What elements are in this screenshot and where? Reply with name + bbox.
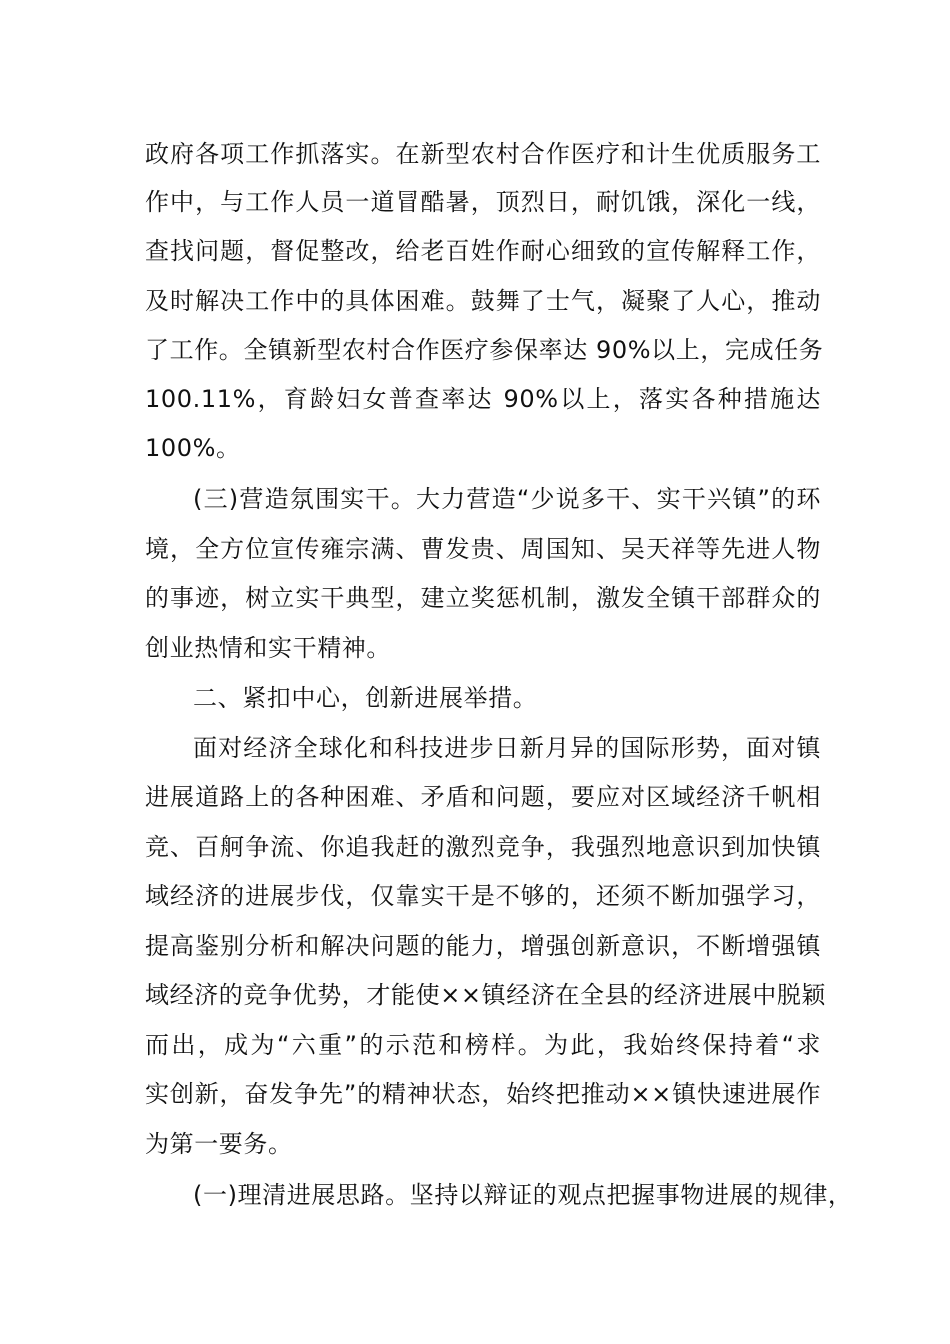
text-line: 及时解决工作中的具体困难。鼓舞了士气，凝聚了人心，推动 [145,287,821,315]
text-line: 提高鉴别分析和解决问题的能力，增强创新意识，不断增强镇 [145,932,821,960]
text-line: 境，全方位宣传雍宗满、曹发贵、周国知、吴天祥等先进人物 [145,535,821,563]
text-line: 创业热情和实干精神。 [145,634,391,662]
text-line: 进展道路上的各种困难、矛盾和问题，要应对区域经济千帆相 [145,783,821,811]
text-line: 了工作。全镇新型农村合作医疗参保率达 90%以上，完成任务 [145,336,824,364]
paragraph-start-line: (三)营造氛围实干。大力营造“少说多干、实干兴镇”的环 [193,485,821,513]
text-line: 查找问题，督促整改，给老百姓作耐心细致的宣传解释工作， [145,237,821,265]
text-line: 100%。 [145,434,241,462]
text-line: 的事迹，树立实干典型，建立奖惩机制，激发全镇干部群众的 [145,584,821,612]
paragraph-start-line: 面对经济全球化和科技进步日新月异的国际形势，面对镇 [193,734,821,762]
text-line: 而出，成为“六重”的示范和榜样。为此，我始终保持着“求 [145,1031,821,1059]
paragraph-start-line: (一)理清进展思路。坚持以辩证的观点把握事物进展的规律， [193,1181,853,1209]
text-line: 竞、百舸争流、你追我赶的激烈竞争，我强烈地意识到加快镇 [145,833,821,861]
text-line: 为第一要务。 [145,1130,293,1158]
text-line: 域经济的进展步伐，仅靠实干是不够的，还须不断加强学习， [145,882,821,910]
text-line: 域经济的竞争优势，才能使××镇经济在全县的经济进展中脱颖 [145,981,827,1009]
text-line: 作中，与工作人员一道冒酷暑，顶烈日，耐饥饿，深化一线， [145,188,821,216]
text-line: 实创新，奋发争先”的精神状态，始终把推动××镇快速进展作 [145,1080,821,1108]
text-line: 100.11%，育龄妇女普查率达 90%以上，落实各种措施达 [145,385,821,413]
section-heading: 二、紧扣中心，创新进展举措。 [193,684,538,712]
text-line: 政府各项工作抓落实。在新型农村合作医疗和计生优质服务工 [145,140,821,168]
